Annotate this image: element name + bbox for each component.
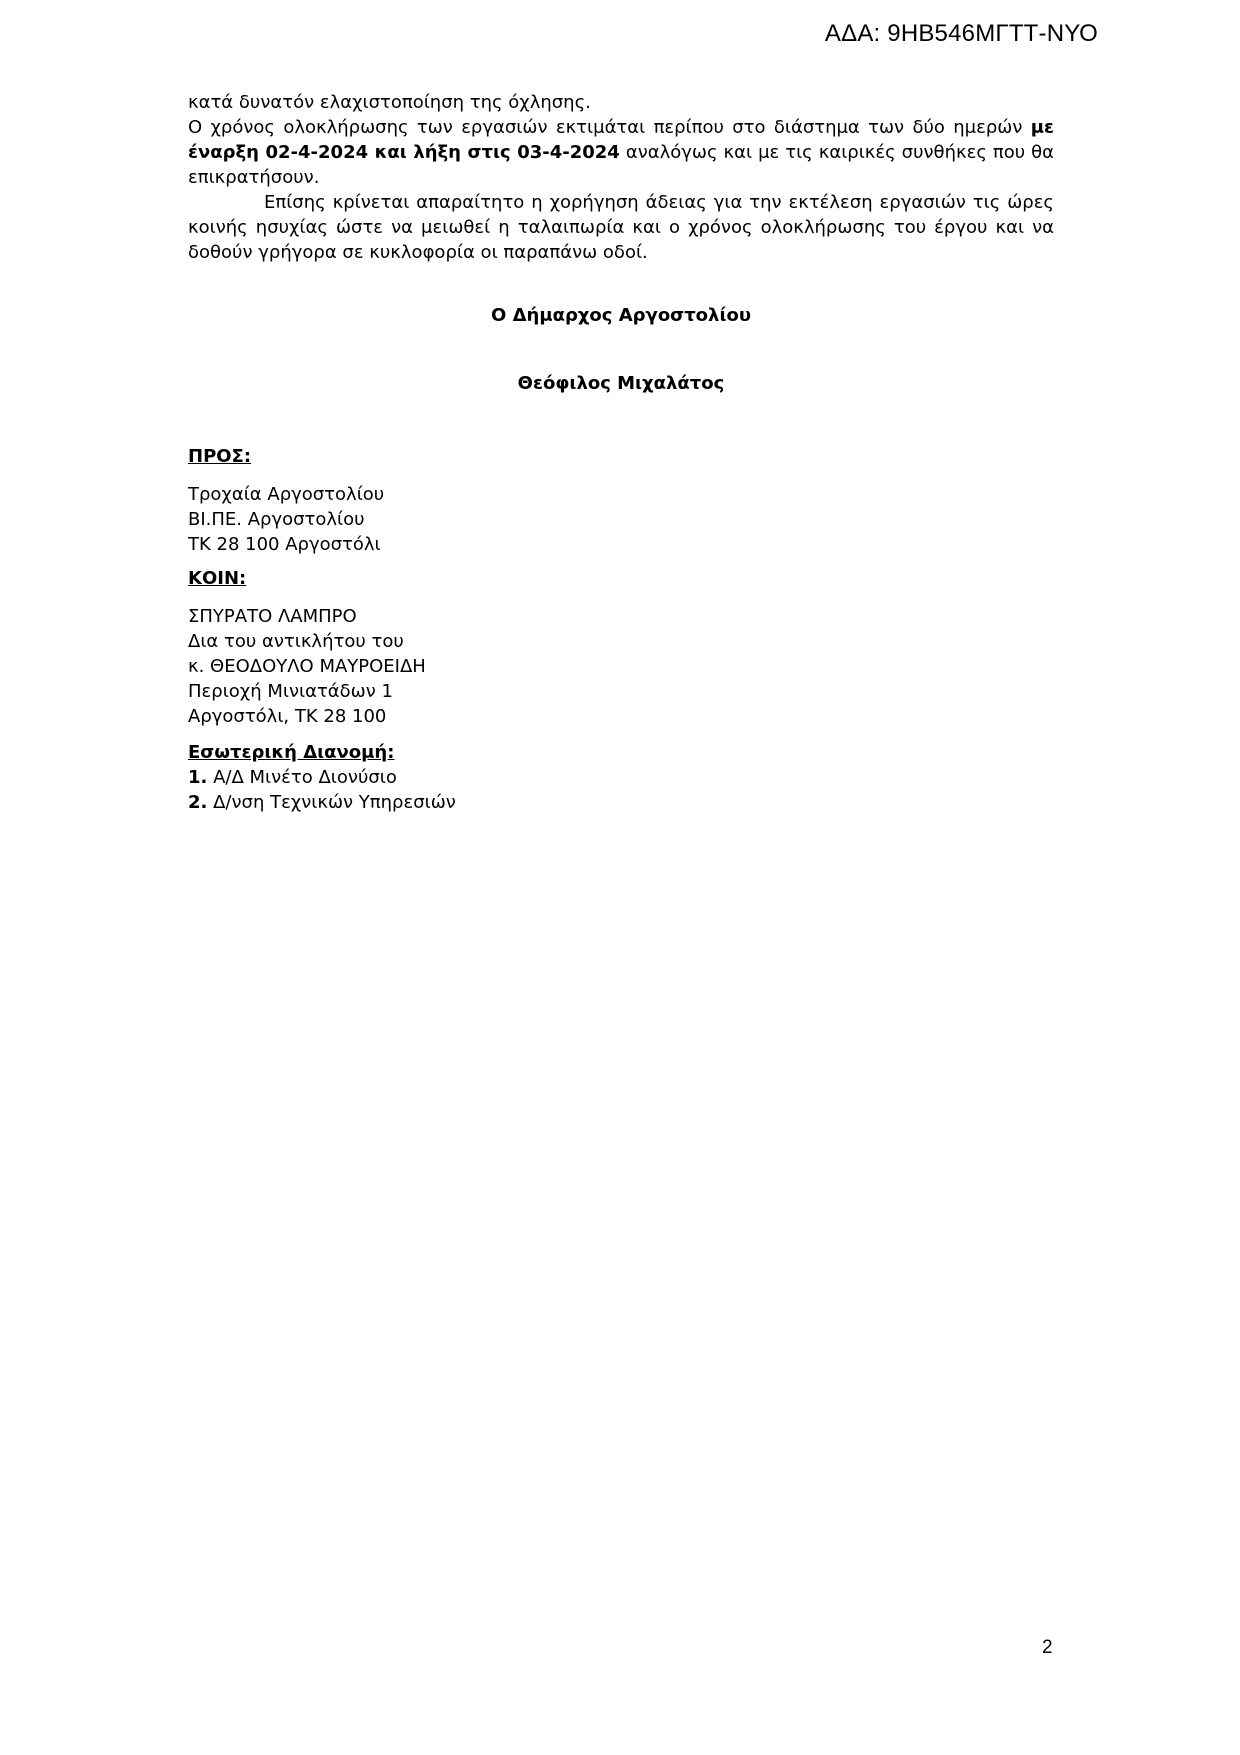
recipient-line: ΤΚ 28 100 Αργοστόλι [188, 534, 381, 555]
recipients-heading: ΠΡΟΣ: [188, 446, 252, 467]
distribution-item-text: Δ/νση Τεχνικών Υπηρεσιών [207, 792, 456, 813]
ada-code: ΑΔΑ: 9ΗΒ546ΜΓΤΤ-ΝΥΟ [824, 20, 1098, 47]
recipient-line: Τροχαία Αργοστολίου [188, 484, 385, 505]
distribution-item-text: Α/Δ Μινέτο Διονύσιο [207, 767, 397, 788]
internal-distribution-heading: Εσωτερική Διανομή: [188, 742, 395, 763]
duration-text-end: αναλόγως και με τις καιρικές συνθήκες που θα επικρατήσουν. [188, 142, 1054, 188]
cc-line: Δια του αντικλήτου του [188, 631, 404, 652]
recipients-list [188, 482, 1054, 557]
recipient-line: ΒΙ.ΠΕ. Αργοστολίου [188, 509, 365, 530]
distribution-item-number: 2. [188, 792, 208, 813]
cc-line: Αργοστόλι, ΤΚ 28 100 [188, 706, 387, 727]
cc-line: Περιοχή Μινιατάδων 1 [188, 681, 393, 702]
document-body [188, 90, 1054, 815]
signature-title: Ο Δήμαρχος Αργοστολίου [491, 305, 751, 326]
page-number: 2 [1042, 1637, 1053, 1658]
cc-heading: ΚΟΙΝ: [188, 568, 247, 589]
cc-list [188, 604, 1054, 729]
body-line-1: κατά δυνατόν ελαχιστοποίηση της όχλησης. [188, 92, 591, 113]
signature-name: Θεόφιλος Μιχαλάτος [517, 373, 725, 394]
distribution-item [188, 790, 1054, 815]
distribution-item [188, 765, 1054, 790]
duration-dates: με έναρξη 02-4-2024 και λήξη στις 03-4-2024 [188, 117, 1054, 163]
body-paragraph-duration [188, 115, 1054, 190]
body-paragraph-permit: Επίσης κρίνεται απαραίτητο η χορήγηση άδειας για την εκτέλεση εργασιών τις ώρες κοινής ησυχίας ώστε να μειωθεί η ταλαιπωρία και ο χρόνος ολοκλήρωσης του έργου και να δοθούν γρήγορα σε κυκλοφορία οι παραπάνω οδοί. [188, 192, 1054, 263]
duration-text-start: Ο χρόνος ολοκλήρωσης των εργασιών εκτιμάται περίπου στο διάστημα των δύο ημερών [188, 117, 1031, 138]
distribution-item-number: 1. [188, 767, 208, 788]
cc-line: κ. ΘΕΟΔΟΥΛΟ ΜΑΥΡΟΕΙΔΗ [188, 656, 426, 677]
internal-distribution-list [188, 765, 1054, 815]
cc-line: ΣΠΥΡΑΤΟ ΛΑΜΠΡΟ [188, 606, 357, 627]
